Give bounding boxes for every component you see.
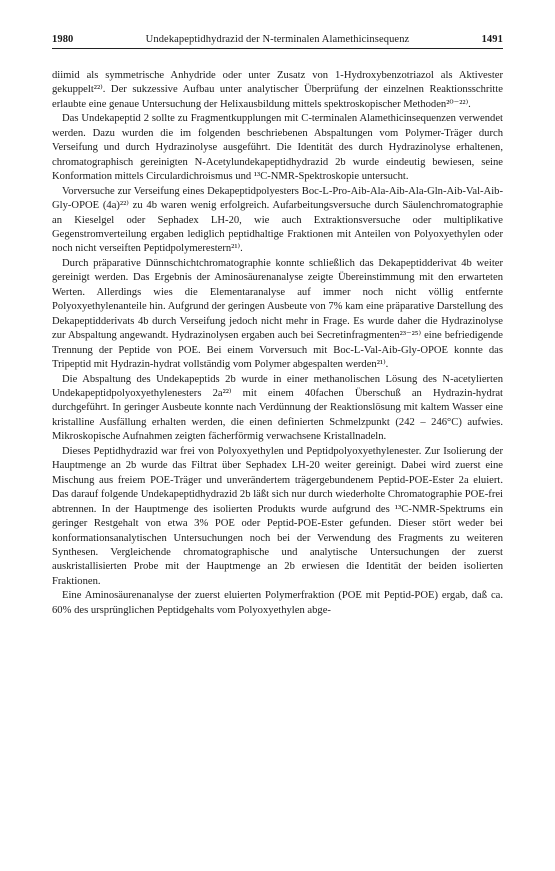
paragraph-6: Dieses Peptidhydrazid war frei von Polyoxyethylen und Peptidpolyoxyethylenester. Zur Isolierung der Hauptmenge an 2b wurde das Filtrat über Sephadex LH-20 weiter gereinigt. Dabei wird zuerst eine Mischung aus freiem POE-Träger und unverändertem trägergebundenem Peptid-POE-Ester 2a eluiert. Das darauf folgende Undekapeptidhydrazid 2b läßt sich nur durch wiederholte Chromatographie POE-frei abtrennen. In der Hauptmenge des isolierten Produkts wurde aufgrund des ¹³C-NMR-Spektrums ein geringer Restgehalt von etwa 3% POE oder Peptid-POE-Ester gefunden. Dieser stört weder bei konformationsanalytischen Untersuchungen noch bei der Verwendung des Fragments zu weiteren Synthesen. Vergleichende chromatographische und analytische Untersuchungen der zuerst auskristallisierten Probe mit der Hauptmenge an 2b erwiesen die Identität der beiden isolierten Fraktionen.: [52, 445, 503, 587]
page-number: 1491: [481, 34, 503, 45]
paragraph-4: Durch präparative Dünnschichtchromatographie konnte schließlich das Dekapeptidderivat 4b weiter gereinigt werden. Das Ergebnis der Aminosäurenanalyse zeigte Übereinstimmung mit den erwarteten Werten. Allerdings wies die Elementaranalyse auf immer noch nicht völlig entfernte Polyoxyethylenanteile hin. Aufgrund der geringen Ausbeute von 7% kam eine präparative Darstellung des Dekapeptidderivats 4b durch Verseifung jedoch nicht mehr in Frage. Es wurde daher die Hydrazinolyse zur Abspaltung angewandt. Hydrazinolysen ergaben auch bei Secretinfragmenten²³⁻²⁵⁾ eine befriedigende Trennung der Peptide von POE. Bei einem Vorversuch mit Boc-L-Val-Aib-Gly-OPOE konnte das Tripeptid mit Hydrazin-hydrat vollständig vom Polymer abgespalten werden²¹⁾.: [52, 257, 503, 371]
paragraph-2: Das Undekapeptid 2 sollte zu Fragmentkupplungen mit C-terminalen Alamethicinsequenzen verwendet werden. Dazu wurden die im folgenden beschriebenen Abspaltungen vom Polymer-Träger durch Verseifung und durch Hydrazinolyse ausgeführt. Die Identität des durch Hydrazinolyse erhaltenen, chromatographisch gereinigten N-Acetylundekapeptidhydrazid 2b wurde eindeutig bewiesen, seine Konformation mittels Circulardichroismus und ¹³C-NMR-Spektroskopie untersucht.: [52, 113, 503, 183]
paragraph-7: Eine Aminosäurenanalyse der zuerst eluierten Polymerfraktion (POE mit Peptid-POE) ergab, daß ca. 60% des ursprünglichen Peptidgehalts vom Polyoxyethylen abge-: [52, 590, 503, 616]
paragraph-5: Die Abspaltung des Undekapeptids 2b wurde in einer methanolischen Lösung des N-acetylierten Undekapeptidpolyoxyethylenesters 2a²²⁾ mit einem 40fachen Überschuß an Hydrazin-hydrat durchgeführt. In geringer Ausbeute konnte nach Verdünnung der Reaktionslösung mit kaltem Wasser eine kristalline Ausfällung erhalten werden, die einen definierten Schmelzpunkt (242 – 246°C) aufwies. Mikroskopische Aufnahmen zeigten fächerförmig verwachsene Kristallnadeln.: [52, 373, 503, 443]
article-body: [52, 69, 503, 618]
header-title: Undekapeptidhydrazid der N-terminalen Alamethicinsequenz: [145, 34, 410, 45]
header-year: 1980: [52, 34, 74, 45]
journal-page: [52, 34, 503, 618]
paragraph-3: Vorversuche zur Verseifung eines Dekapeptidpolyesters Boc-L-Pro-Aib-Ala-Aib-Ala-Gln-Aib-Val-Aib-Gly-OPOE (4a)²²⁾ zu 4b waren wenig erfolgreich. Aufarbeitungsversuche durch Säulenchromatographie an Kieselgel oder Sephadex LH-20, wie auch Extraktionsversuche oder multiplikative Gegenstromverteilung ergaben lediglich peptidhaltige Fraktionen mit Anteilen von Polyoxyethylen oder noch nicht verseiften Peptidpolymerestern²¹⁾.: [52, 185, 503, 255]
running-header: [52, 34, 503, 49]
paragraph-1: diimid als symmetrische Anhydride oder unter Zusatz von 1-Hydroxybenzotriazol als Aktivester gekuppelt²²⁾. Der sukzessive Aufbau unter analytischer Überprüfung der einzelnen Reaktionsschritte erlaubte eine genaue Untersuchung der Helixausbildung mittels spektroskopischer Methoden²⁰⁻²²⁾.: [52, 70, 503, 110]
